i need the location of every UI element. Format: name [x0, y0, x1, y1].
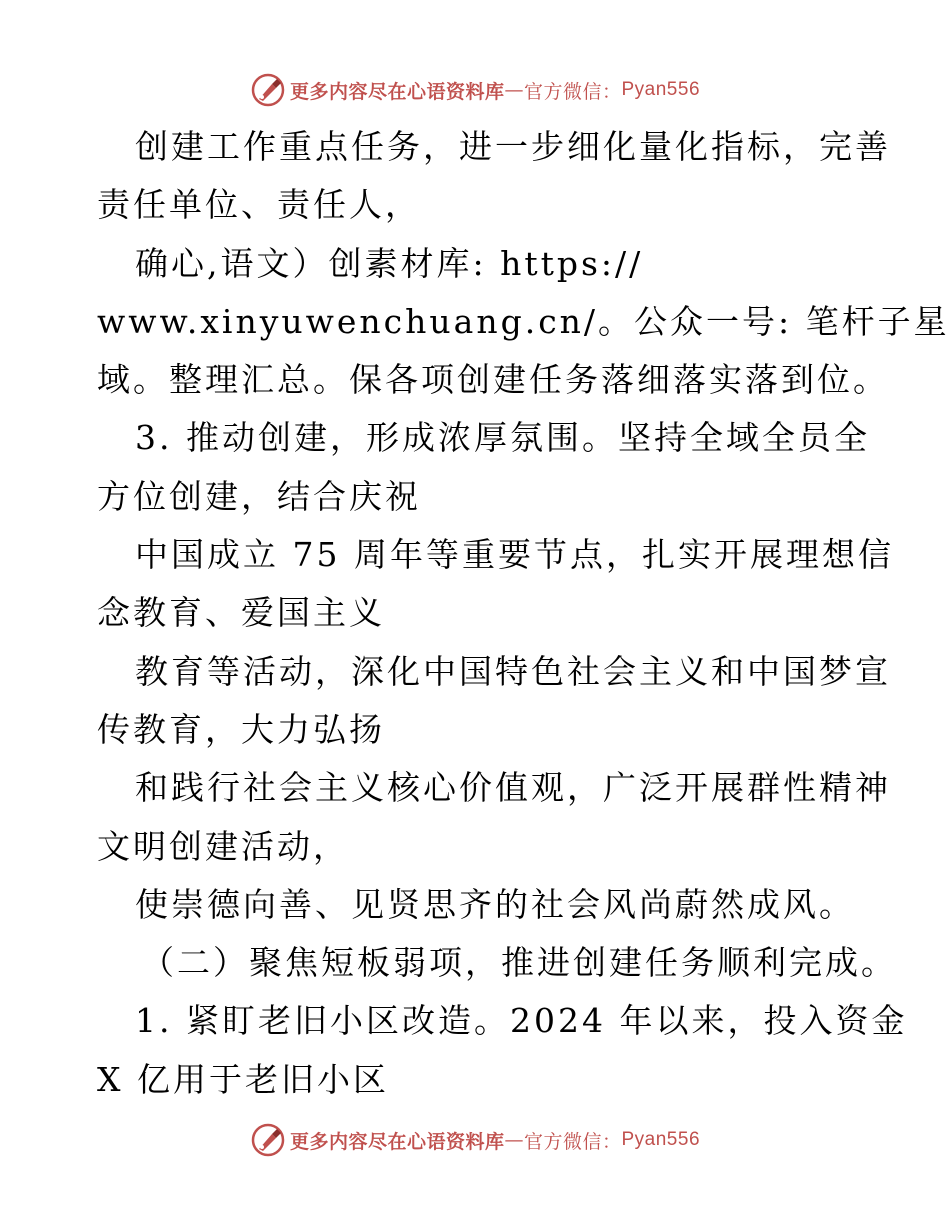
banner-official-label: 官方微信：: [523, 1130, 622, 1153]
text-line: 3. 推动创建，形成浓厚氛围。坚持全域全员全: [135, 418, 870, 458]
text-line: 使崇德向善、见贤思齐的社会风尚蔚然成风。: [135, 884, 855, 924]
text-line: 创建工作重点任务，进一步细化量化指标，完善: [135, 127, 891, 166]
banner-main-text: 更多内容尽在心语资料库: [289, 1130, 505, 1153]
text-line: 方位创建，结合庆祝: [97, 476, 421, 516]
text-line: 教育等活动，深化中国特色社会主义和中国梦宣: [135, 651, 891, 691]
footer-banner: [0, 1120, 950, 1160]
text-line: 责任单位、责任人，: [97, 185, 421, 225]
text-line: 和践行社会主义核心价值观，广泛开展群性精神: [135, 768, 891, 808]
banner-separator: —: [504, 79, 524, 101]
text-line: 1. 紧盯老旧小区改造。2024 年以来，投入资金: [135, 1001, 908, 1041]
section-heading: （二）聚焦短板弱项，推进创建任务顺利完成。: [141, 943, 897, 983]
text-line: 域。整理汇总。保各项创建任务落细落实落到位。: [97, 360, 889, 400]
banner-official-label: 官方微信：: [523, 80, 622, 103]
text-line: 文明创建活动，: [97, 826, 349, 866]
text-line: 确心,语文）创素材库: https://: [135, 243, 644, 283]
pen-nib-logo-icon: [250, 72, 286, 108]
text-line: www.xinyuwenchuang.cn/。公众一号: 笔杆子星: [97, 301, 950, 341]
text-line: 中国成立 75 周年等重要节点，扎实开展理想信: [135, 535, 894, 575]
header-banner: [0, 70, 950, 110]
pen-nib-logo-icon: [250, 1122, 286, 1158]
banner-contact: Pyan556: [621, 1129, 701, 1150]
text-line: X 亿用于老旧小区: [97, 1059, 389, 1099]
banner-separator: —: [504, 1129, 524, 1151]
body-text: [97, 118, 950, 1109]
text-line: 传教育，大力弘扬: [97, 709, 385, 749]
banner-main-text: 更多内容尽在心语资料库: [289, 80, 505, 103]
banner-contact: Pyan556: [621, 79, 701, 100]
text-line: 念教育、爱国主义: [97, 593, 385, 633]
